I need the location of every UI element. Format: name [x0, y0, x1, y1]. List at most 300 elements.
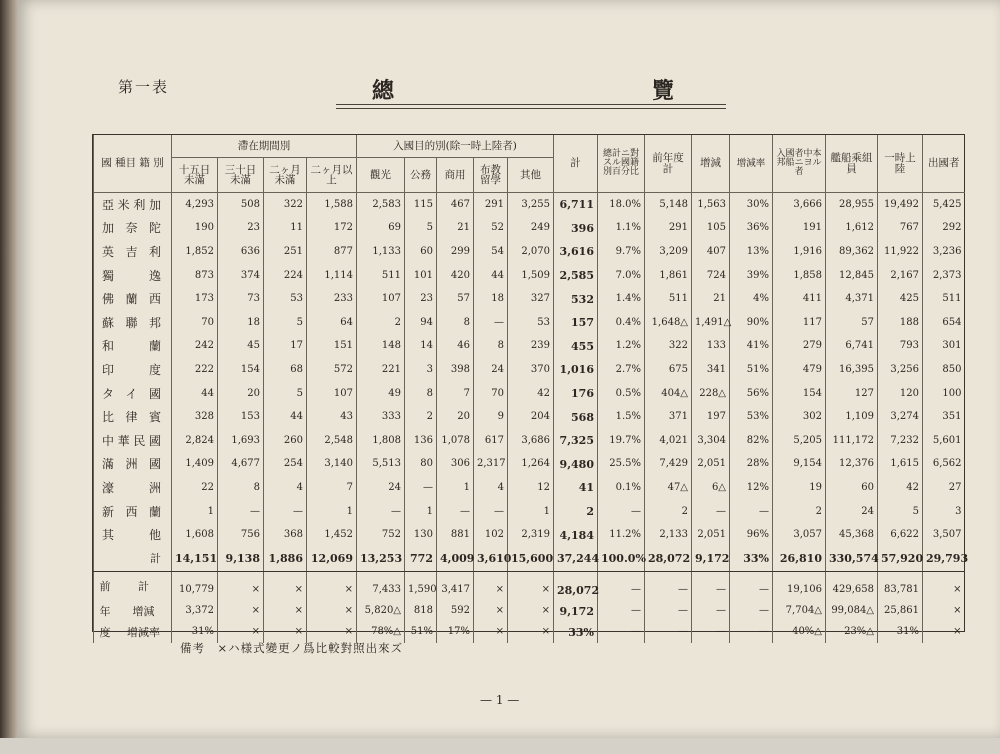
total-cell: 772: [405, 547, 437, 572]
table-cell: 881: [437, 523, 474, 547]
remarks-note: 備考 ×ハ様式變更ノ爲比較對照出來ズ: [180, 641, 404, 655]
purpose-col-header: 觀光: [357, 158, 405, 193]
table-cell: 19,492: [878, 193, 923, 217]
table-cell: 3: [405, 358, 437, 382]
table-cell: 24: [826, 500, 878, 524]
prev-year-cell: 19,106: [773, 571, 826, 601]
table-cell: 70: [474, 382, 508, 406]
table-cell: 752: [357, 523, 405, 547]
table-cell: 254: [264, 453, 307, 477]
table-cell: 102: [474, 523, 508, 547]
prev-year-cell: 818: [405, 601, 437, 622]
table-cell: —: [730, 500, 773, 524]
prev-year-cell: —: [645, 601, 692, 622]
table-cell: 322: [645, 335, 692, 359]
table-cell: 57: [826, 311, 878, 335]
percent-header: 總計ニ對スル國籍別百分比: [598, 135, 645, 193]
table-cell: 21: [692, 287, 730, 311]
table-cell: 2.7%: [598, 358, 645, 382]
table-cell: 11.2%: [598, 523, 645, 547]
table-cell: 370: [508, 358, 554, 382]
table-cell: 675: [645, 358, 692, 382]
prev-year-cell: 28,072: [554, 571, 598, 601]
table-cell: 11: [264, 217, 307, 241]
table-cell: 172: [307, 217, 357, 241]
table-cell: 1,615: [878, 453, 923, 477]
table-cell: 21: [437, 217, 474, 241]
total-cell: 100.0%: [598, 547, 645, 572]
country-label: タイ國: [94, 382, 172, 406]
table-cell: —: [474, 311, 508, 335]
table-cell: 4,184: [554, 523, 598, 547]
table-cell: 53: [264, 287, 307, 311]
table-cell: 1.1%: [598, 217, 645, 241]
table-cell: 260: [264, 429, 307, 453]
total-cell: 4,009: [437, 547, 474, 572]
table-cell: 3,686: [508, 429, 554, 453]
table-cell: 5: [264, 382, 307, 406]
total-cell: 12,069: [307, 547, 357, 572]
table-cell: 190: [172, 217, 218, 241]
table-cell: —: [692, 500, 730, 524]
crew-header: 艦船乘組員: [826, 135, 878, 193]
prev-year-cell: 33%: [554, 622, 598, 643]
table-cell: 1,264: [508, 453, 554, 477]
table-cell: 1,133: [357, 240, 405, 264]
prev-year-cell: 3,417: [437, 571, 474, 601]
table-cell: 233: [307, 287, 357, 311]
total-cell: 29,793: [923, 547, 965, 572]
table-cell: 1,078: [437, 429, 474, 453]
table-cell: 4%: [730, 287, 773, 311]
table-row: [94, 193, 965, 217]
table-cell: 1,114: [307, 264, 357, 288]
corner-header: 國 種目 籍 別: [94, 135, 172, 193]
table-cell: 1,563: [692, 193, 730, 217]
table-cell: 425: [878, 287, 923, 311]
table-cell: 17: [264, 335, 307, 359]
table-cell: 1: [405, 500, 437, 524]
country-label: 和蘭: [94, 335, 172, 359]
table-cell: 45: [218, 335, 264, 359]
table-cell: 724: [692, 264, 730, 288]
stay-col-header: 十五日未滿: [172, 158, 218, 193]
table-cell: 23: [218, 217, 264, 241]
table-cell: —: [598, 500, 645, 524]
prev-year-cell: —: [730, 622, 773, 643]
table-cell: 56%: [730, 382, 773, 406]
table-cell: 19.7%: [598, 429, 645, 453]
table-cell: 1,808: [357, 429, 405, 453]
title-underline-2: [336, 108, 726, 109]
table-row: [94, 335, 965, 359]
table-cell: 4,021: [645, 429, 692, 453]
table-cell: 302: [773, 405, 826, 429]
table-cell: 44: [474, 264, 508, 288]
table-cell: 47△: [645, 476, 692, 500]
prev-year-cell: 9,172: [554, 601, 598, 622]
table-cell: 1,693: [218, 429, 264, 453]
prev-year-cell: —: [692, 571, 730, 601]
country-label: 英吉利: [94, 240, 172, 264]
table-cell: 3,255: [508, 193, 554, 217]
table-cell: —: [474, 500, 508, 524]
table-row: [94, 287, 965, 311]
table-cell: 371: [645, 405, 692, 429]
table-cell: 9,154: [773, 453, 826, 477]
table-cell: 251: [264, 240, 307, 264]
table-cell: 8: [405, 382, 437, 406]
total-cell: 15,600: [508, 547, 554, 572]
table-cell: 2: [554, 500, 598, 524]
table-cell: 82%: [730, 429, 773, 453]
prev-year-cell: 7,433: [357, 571, 405, 601]
total-cell: 33%: [730, 547, 773, 572]
prev-year-cell: 5,820△: [357, 601, 405, 622]
japanese-ship-header: 入國者中本邦船ニヨル者: [773, 135, 826, 193]
prev-year-cell: ×: [923, 571, 965, 601]
stay-col-header: 三十日未滿: [218, 158, 264, 193]
table-cell: 0.1%: [598, 476, 645, 500]
prev-year-side-label: 度: [99, 625, 111, 639]
table-row: [94, 405, 965, 429]
table-cell: 115: [405, 193, 437, 217]
table-cell: 4,677: [218, 453, 264, 477]
table-cell: 511: [923, 287, 965, 311]
table-row: [94, 429, 965, 453]
table-row: [94, 523, 965, 547]
transit-header: 一時上陸: [878, 135, 923, 193]
prev-year-cell: 1,590: [405, 571, 437, 601]
total-cell: 3,610: [474, 547, 508, 572]
table-cell: 306: [437, 453, 474, 477]
table-cell: 1: [437, 476, 474, 500]
prev-year-cell: 78%△: [357, 622, 405, 643]
table-cell: 42: [878, 476, 923, 500]
table-cell: 2,585: [554, 264, 598, 288]
table-cell: 3,256: [878, 358, 923, 382]
prev-year-cell: —: [730, 601, 773, 622]
table-cell: 23: [405, 287, 437, 311]
departures-header: 出國者: [923, 135, 965, 193]
table-cell: 12,376: [826, 453, 878, 477]
table-row: [94, 382, 965, 406]
country-label: 濠洲: [94, 476, 172, 500]
table-cell: 2: [357, 311, 405, 335]
table-cell: 572: [307, 358, 357, 382]
table-cell: 420: [437, 264, 474, 288]
table-cell: 1,916: [773, 240, 826, 264]
table-cell: 9.7%: [598, 240, 645, 264]
table-row: [94, 500, 965, 524]
stay-period-header: 滯在期間別: [172, 135, 357, 158]
prev-year-side-label: 年: [99, 604, 111, 618]
table-cell: 7,325: [554, 429, 598, 453]
table-cell: 18: [218, 311, 264, 335]
prev-year-side-label: 前: [99, 579, 111, 593]
table-cell: 12%: [730, 476, 773, 500]
table-cell: 455: [554, 335, 598, 359]
total-cell: 26,810: [773, 547, 826, 572]
prev-year-row-label: 增減率: [127, 625, 160, 639]
table-cell: 2: [405, 405, 437, 429]
purpose-col-header: 布教留學: [474, 158, 508, 193]
table-cell: 24: [474, 358, 508, 382]
table-cell: 1.5%: [598, 405, 645, 429]
stay-col-header: 二ヶ月未滿: [264, 158, 307, 193]
table-cell: 89,362: [826, 240, 878, 264]
table-cell: 60: [826, 476, 878, 500]
table-cell: 7,232: [878, 429, 923, 453]
prev-year-cell: ×: [218, 571, 264, 601]
table-cell: 20: [218, 382, 264, 406]
prev-year-cell: 25,861: [878, 601, 923, 622]
page-title-left: 總: [372, 78, 395, 104]
table-cell: 8: [218, 476, 264, 500]
table-cell: 793: [878, 335, 923, 359]
total-cell: 57,920: [878, 547, 923, 572]
table-cell: 636: [218, 240, 264, 264]
table-cell: 654: [923, 311, 965, 335]
table-cell: 6,741: [826, 335, 878, 359]
table-cell: —: [218, 500, 264, 524]
country-label: 蘇聯邦: [94, 311, 172, 335]
table-cell: 1: [508, 500, 554, 524]
table-cell: 1,612: [826, 217, 878, 241]
page-number: — 1 —: [480, 693, 520, 707]
table-cell: 68: [264, 358, 307, 382]
table-cell: 1,016: [554, 358, 598, 382]
table-cell: 2,373: [923, 264, 965, 288]
table-cell: 756: [218, 523, 264, 547]
summary-table-frame: [92, 134, 969, 639]
table-cell: 69: [357, 217, 405, 241]
table-row: [94, 358, 965, 382]
table-cell: 28%: [730, 453, 773, 477]
prev-year-row: [94, 571, 965, 601]
table-cell: 1,608: [172, 523, 218, 547]
table-cell: 3: [923, 500, 965, 524]
table-cell: 511: [357, 264, 405, 288]
prev-year-cell: ×: [474, 571, 508, 601]
table-cell: 191: [773, 217, 826, 241]
table-cell: 1,858: [773, 264, 826, 288]
table-cell: 617: [474, 429, 508, 453]
total-cell: 1,886: [264, 547, 307, 572]
table-number: 第一表: [118, 78, 170, 96]
prev-year-cell: 17%: [437, 622, 474, 643]
table-cell: 1,409: [172, 453, 218, 477]
prev-year-cell: —: [598, 571, 645, 601]
table-cell: 5,148: [645, 193, 692, 217]
table-cell: 404△: [645, 382, 692, 406]
prev-year-cell: 7,704△: [773, 601, 826, 622]
table-cell: 239: [508, 335, 554, 359]
table-row: [94, 217, 965, 241]
table-cell: 136: [405, 429, 437, 453]
table-cell: 9,480: [554, 453, 598, 477]
table-surface: [0, 738, 1000, 754]
table-cell: 568: [554, 405, 598, 429]
table-cell: 873: [172, 264, 218, 288]
table-cell: 7: [307, 476, 357, 500]
table-cell: 18.0%: [598, 193, 645, 217]
table-cell: 18: [474, 287, 508, 311]
table-cell: 14: [405, 335, 437, 359]
prev-year-header: 前年度計: [645, 135, 692, 193]
table-cell: 1: [307, 500, 357, 524]
table-cell: 2,051: [692, 523, 730, 547]
country-label: 印度: [94, 358, 172, 382]
table-cell: 291: [474, 193, 508, 217]
table-cell: 2,167: [878, 264, 923, 288]
table-cell: 1,452: [307, 523, 357, 547]
prev-year-cell: 23%△: [826, 622, 878, 643]
table-cell: 49: [357, 382, 405, 406]
table-cell: 52: [474, 217, 508, 241]
total-cell: 14,151: [172, 547, 218, 572]
table-cell: 850: [923, 358, 965, 382]
table-cell: —: [405, 476, 437, 500]
table-cell: 327: [508, 287, 554, 311]
table-cell: 328: [172, 405, 218, 429]
prev-year-cell: —: [692, 622, 730, 643]
summary-table: [93, 135, 969, 643]
table-cell: —: [264, 500, 307, 524]
total-cell: 330,574: [826, 547, 878, 572]
prev-year-cell: 592: [437, 601, 474, 622]
table-cell: 19: [773, 476, 826, 500]
prev-year-cell: 83,781: [878, 571, 923, 601]
country-label: 新西蘭: [94, 500, 172, 524]
table-cell: 5,513: [357, 453, 405, 477]
table-cell: 2,051: [692, 453, 730, 477]
table-cell: 2,548: [307, 429, 357, 453]
table-cell: 41: [554, 476, 598, 500]
table-cell: 30%: [730, 193, 773, 217]
country-label: 滿洲國: [94, 453, 172, 477]
table-cell: 12,845: [826, 264, 878, 288]
table-cell: 479: [773, 358, 826, 382]
table-cell: 3,140: [307, 453, 357, 477]
table-row: [94, 264, 965, 288]
total-cell: 9,172: [692, 547, 730, 572]
table-cell: —: [357, 500, 405, 524]
prev-year-cell: —: [598, 601, 645, 622]
table-cell: 8: [437, 311, 474, 335]
table-cell: 107: [357, 287, 405, 311]
prev-year-cell: 3,372: [172, 601, 218, 622]
table-cell: 508: [218, 193, 264, 217]
total-cell: 9,138: [218, 547, 264, 572]
table-cell: 20: [437, 405, 474, 429]
table-cell: 224: [264, 264, 307, 288]
country-label: 加奈陀: [94, 217, 172, 241]
prev-year-cell: 31%: [172, 622, 218, 643]
table-cell: 7.0%: [598, 264, 645, 288]
table-cell: 41%: [730, 335, 773, 359]
table-cell: 154: [773, 382, 826, 406]
table-cell: 4,371: [826, 287, 878, 311]
table-cell: 2,317: [474, 453, 508, 477]
table-cell: 0.5%: [598, 382, 645, 406]
table-cell: 11,922: [878, 240, 923, 264]
table-cell: 1: [172, 500, 218, 524]
table-cell: 6,711: [554, 193, 598, 217]
table-cell: 46: [437, 335, 474, 359]
prev-year-cell: 40%△: [773, 622, 826, 643]
table-cell: 228△: [692, 382, 730, 406]
prev-year-cell: ×: [218, 601, 264, 622]
prev-year-cell: —: [645, 571, 692, 601]
table-cell: 301: [923, 335, 965, 359]
country-label: 中華民國: [94, 429, 172, 453]
table-cell: 36%: [730, 217, 773, 241]
table-cell: 173: [172, 287, 218, 311]
table-cell: 341: [692, 358, 730, 382]
country-label: 亞米利加: [94, 193, 172, 217]
prev-year-cell: ×: [508, 571, 554, 601]
total-cell: 37,244: [554, 547, 598, 572]
table-cell: 3,507: [923, 523, 965, 547]
prev-year-row-label: 計: [138, 579, 149, 593]
table-cell: 5: [878, 500, 923, 524]
table-cell: 2: [645, 500, 692, 524]
table-cell: 5,205: [773, 429, 826, 453]
table-cell: 249: [508, 217, 554, 241]
table-cell: 60: [405, 240, 437, 264]
prev-year-cell: 31%: [878, 622, 923, 643]
table-cell: 157: [554, 311, 598, 335]
table-cell: 767: [878, 217, 923, 241]
table-cell: 90%: [730, 311, 773, 335]
prev-year-cell: ×: [474, 601, 508, 622]
table-cell: 3,616: [554, 240, 598, 264]
table-cell: 511: [645, 287, 692, 311]
table-cell: 877: [307, 240, 357, 264]
table-cell: 3,057: [773, 523, 826, 547]
table-cell: 5,601: [923, 429, 965, 453]
table-cell: 53: [508, 311, 554, 335]
table-cell: 1,648△: [645, 311, 692, 335]
prev-year-cell: ×: [923, 601, 965, 622]
table-cell: 411: [773, 287, 826, 311]
table-cell: 45,368: [826, 523, 878, 547]
table-cell: 24: [357, 476, 405, 500]
table-cell: 39%: [730, 264, 773, 288]
prev-year-cell: ×: [218, 622, 264, 643]
table-cell: 153: [218, 405, 264, 429]
table-cell: 1,509: [508, 264, 554, 288]
total-label: 計: [94, 547, 172, 572]
total-cell: 28,072: [645, 547, 692, 572]
table-cell: 96%: [730, 523, 773, 547]
prev-year-cell: ×: [307, 571, 357, 601]
table-cell: 70: [172, 311, 218, 335]
table-cell: 299: [437, 240, 474, 264]
country-label: 佛蘭西: [94, 287, 172, 311]
table-cell: 43: [307, 405, 357, 429]
table-cell: 333: [357, 405, 405, 429]
diff-header: 增減: [692, 135, 730, 193]
table-cell: 133: [692, 335, 730, 359]
table-row: [94, 476, 965, 500]
table-cell: 204: [508, 405, 554, 429]
table-cell: 1.2%: [598, 335, 645, 359]
table-cell: 467: [437, 193, 474, 217]
prev-year-cell: ×: [474, 622, 508, 643]
table-cell: 407: [692, 240, 730, 264]
